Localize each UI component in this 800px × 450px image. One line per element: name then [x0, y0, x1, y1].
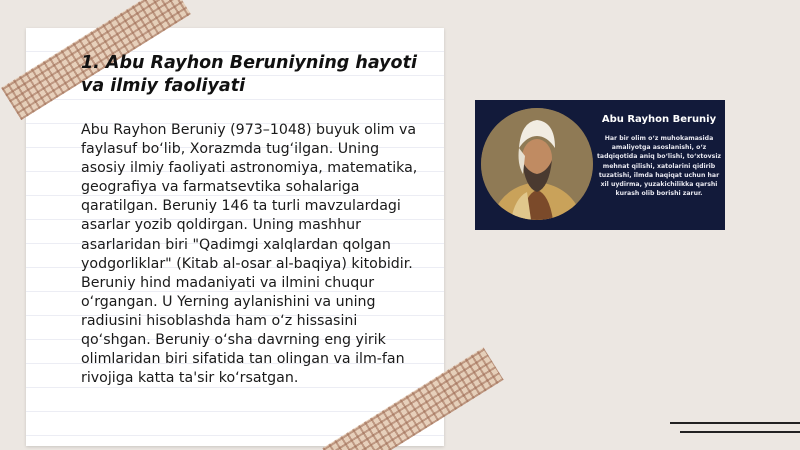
portrait-image: [481, 108, 593, 220]
portrait-card: [475, 100, 725, 230]
decorative-lines: [670, 422, 800, 440]
scholar-portrait-icon: [481, 108, 593, 220]
slide-body-text: Abu Rayhon Beruniy (973–1048) buyuk olim va faylasuf bo‘lib, Xorazmda tug‘ilgan. Uning asosiy ilmiy faoliyati astronomiya, matematika, geografiya va farmatsevtika sohalariga qaratilgan. Beruniy 146 ta turli mavzulardagi asarlar yozib qoldirgan. Uning mashhur asarlaridan biri "Qadimgi xalqlardan qolgan yodgorliklar" (Kitab al-osar al-baqiya) kitobidir. Beruniy hind madaniyati va ilmini chuqur o‘rgangan. U Yerning aylanishini va uning radiusini hisoblashda ham o‘z hissasini qo‘shgan. Beruniy o‘sha davrning eng yirik olimlaridan biri sifatida tan olingan va ilm-fan rivojiga katta ta'sir ko‘rsatgan.: [81, 122, 418, 387]
card-quote: Har bir olim o‘z muhokamasida amaliyotga asoslanishi, o‘z tadqiqotida aniq bo‘lishi, to‘xtovsiz mehnat qilishi, xatolarini qidirib tuzatishi, ilmda haqiqat uchun har xil uydirma, yuzakichilikka qarshi kurash olib borishi zarur.: [596, 135, 722, 198]
decorative-line: [680, 431, 800, 433]
card-title: Abu Rayhon Beruniy: [601, 114, 717, 125]
slide-title: 1. Abu Rayhon Beruniyning hayoti va ilmiy faoliyati: [81, 53, 417, 96]
decorative-line: [670, 422, 800, 424]
